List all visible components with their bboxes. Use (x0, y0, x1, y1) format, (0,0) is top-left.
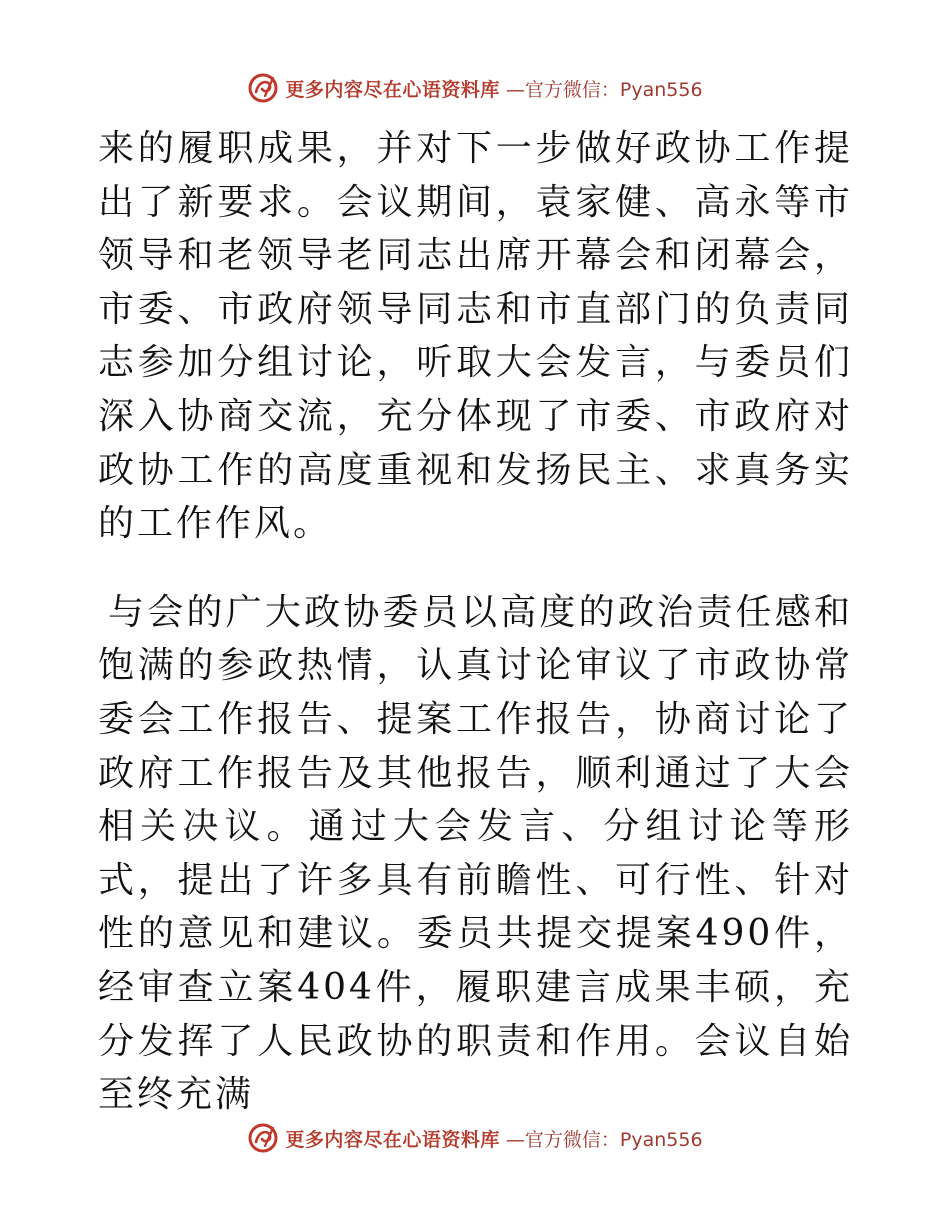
header-wechat-text: —官方微信：Pyan556 (505, 78, 703, 101)
red-circle-swirl-logo-icon (247, 72, 279, 104)
body-paragraph-2: 与会的广大政协委员以高度的政治责任感和饱满的参政热情，认真讨论审议了市政协常委会工作报告、提案工作报告，协商讨论了政府工作报告及其他报告，顺利通过了大会相关决议。通过大会发言、分组讨论等形式，提出了许多具有前瞻性、可行性、针对性的意见和建议。委员共提交提案490件，经审查立案404件，履职建言成果丰硕，充分发挥了人民政协的职责和作用。会议自始至终充满 (98, 591, 853, 1116)
body-paragraph-1: 来的履职成果，并对下一步做好政协工作提出了新要求。会议期间，袁家健、高永等市领导和老领导老同志出席开幕会和闭幕会，市委、市政府领导同志和市直部门的负责同志参加分组讨论，听取大会发言，与委员们深入协商交流，充分体现了市委、市政府对政协工作的高度重视和发扬民主、求真务实的工作作风。 (98, 128, 853, 545)
red-circle-swirl-logo-icon (247, 1122, 279, 1154)
footer-brand-text: 更多内容尽在心语资料库 (285, 1128, 500, 1151)
header-brand-text: 更多内容尽在心语资料库 (285, 78, 500, 101)
footer-banner (0, 1122, 950, 1154)
document-body (98, 122, 853, 1122)
header-banner (0, 72, 950, 104)
footer-wechat-text: —官方微信：Pyan556 (505, 1128, 703, 1151)
